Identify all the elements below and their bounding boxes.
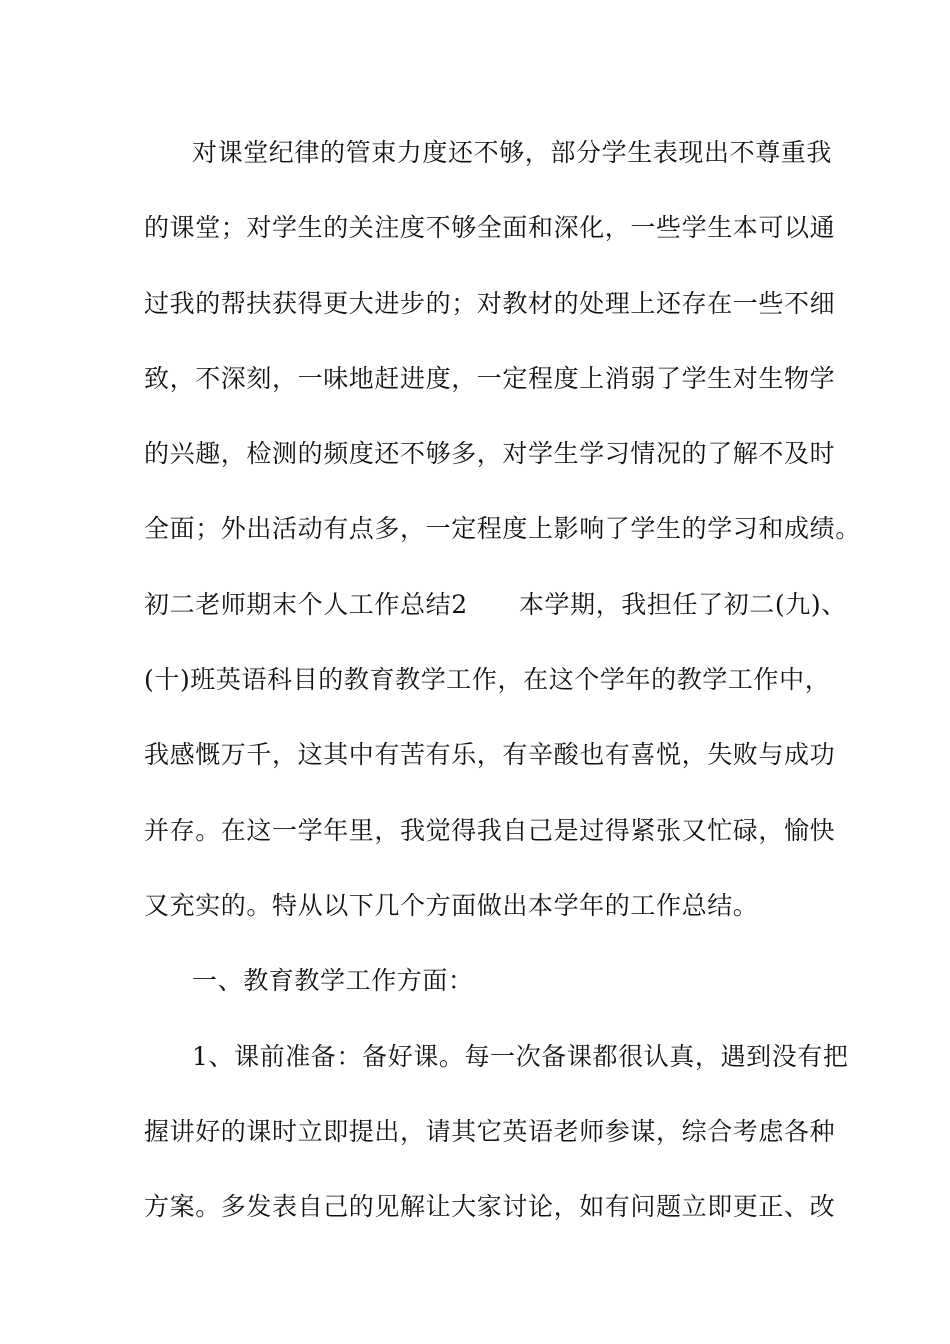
text-line: 的课堂；对学生的关注度不够全面和深化，一些学生本可以通 <box>144 213 836 243</box>
text-line: 我感慨万千，这其中有苦有乐，有辛酸也有喜悦，失败与成功 <box>144 740 836 770</box>
section-title-line: 初二老师期末个人工作总结2 本学期，我担任了初二(九)、 <box>144 589 847 619</box>
text-line: 全面；外出活动有点多，一定程度上影响了学生的学习和成绩。 <box>144 514 861 544</box>
text-line: 过我的帮扶获得更大进步的；对教材的处理上还存在一些不细 <box>144 288 836 318</box>
heading-line: 一、教育教学工作方面： <box>192 966 474 996</box>
text-line: 方案。多发表自己的见解让大家讨论，如有问题立即更正、改 <box>144 1192 836 1222</box>
text-line: 握讲好的课时立即提出，请其它英语老师参谋，综合考虑各种 <box>144 1116 836 1146</box>
text-line: 1、课前准备：备好课。每一次备课都很认真，遇到没有把 <box>192 1041 849 1071</box>
text-line: 的兴趣，检测的频度还不够多，对学生学习情况的了解不及时 <box>144 439 836 469</box>
document-body <box>144 128 861 1257</box>
text-line: (十)班英语科目的教育教学工作，在这个学年的教学工作中， <box>144 665 831 695</box>
text-line: 又充实的。特从以下几个方面做出本学年的工作总结。 <box>144 890 759 920</box>
text-line: 并存。在这一学年里，我觉得我自己是过得紧张又忙碌，愉快 <box>144 815 836 845</box>
text-line: 对课堂纪律的管束力度还不够，部分学生表现出不尊重我 <box>192 138 833 167</box>
text-line: 致，不深刻，一味地赶进度，一定程度上消弱了学生对生物学 <box>144 363 836 393</box>
